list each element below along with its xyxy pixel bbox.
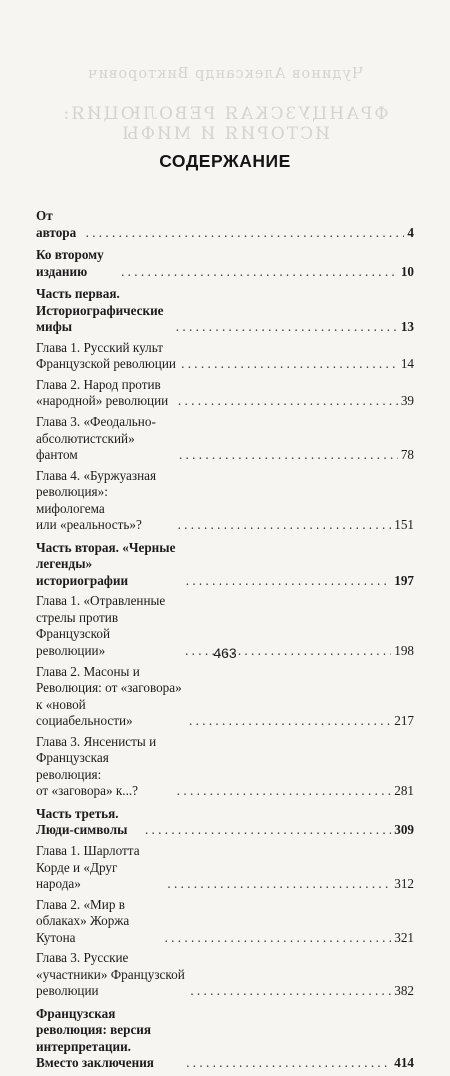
toc-entry-title: Глава 1. «Отравленные стрелы против Французской революции» (36, 593, 166, 658)
toc-entry-title: Часть вторая. «Черные легенды» историографии (36, 539, 176, 588)
toc-entry (36, 286, 414, 336)
toc-leader-dots (179, 447, 398, 464)
toc-entry-title: Глава 3. «Феодально-абсолютистский» фантом (36, 414, 156, 463)
toc-entry (36, 468, 414, 534)
toc-entry (36, 340, 414, 373)
toc-entry-title: Глава 1. Шарлотта Корде и «Друг народа» (36, 843, 140, 891)
toc-entry-page: 39 (400, 393, 414, 409)
toc-entry-page: 4 (407, 224, 414, 240)
toc-entry (36, 950, 414, 1000)
toc-leader-dots (145, 822, 391, 839)
bleed-through-title-line2: ИСТОРИЯ И МИФЫ (120, 124, 330, 144)
toc-entry-page: 78 (400, 447, 414, 463)
toc-entry-page: 197 (394, 572, 414, 588)
toc-entry-title: Глава 2. Народ против «народной» революции (36, 376, 169, 409)
toc-entry-page: 10 (400, 263, 414, 279)
toc-entry-title: Глава 1. Русский культ Французской революции (36, 339, 176, 372)
table-of-contents (36, 208, 414, 1076)
toc-entry-title: Глава 3. Русские «участники» Французской революции (36, 950, 185, 999)
toc-leader-dots (189, 713, 391, 730)
toc-entry-page: 198 (394, 642, 414, 658)
bleed-through-title-line1: ФРАНЦУЗСКАЯ РЕВОЛЮЦИЯ: (61, 104, 389, 124)
toc-entry (36, 843, 414, 893)
page-title: СОДЕРЖАНИЕ (159, 151, 291, 171)
toc-entry (36, 664, 414, 730)
toc-entry-title: Глава 2. Масоны и Революция: от «заговора» к «новой социабельности» (36, 663, 182, 729)
toc-entry-page: 321 (394, 929, 414, 945)
toc-leader-dots (121, 264, 398, 281)
toc-entry-title: Часть первая. Историографические мифы (36, 286, 164, 334)
toc-entry-page: 13 (400, 319, 414, 334)
toc-entry (36, 1006, 414, 1072)
toc-entry (36, 208, 414, 241)
toc-leader-dots (190, 983, 391, 1000)
toc-entry-page: 281 (394, 783, 414, 799)
toc-entry-title: Часть третья. Люди-символы (36, 805, 128, 838)
toc-leader-dots (176, 319, 398, 336)
toc-entry-page: 382 (394, 983, 414, 999)
toc-entry-title: Французская революция: версия интерпретации. Вместо заключения (36, 1005, 154, 1071)
toc-entry-title: Глава 4. «Буржуазная революция»: мифологема или «реальность»? (36, 467, 157, 533)
toc-entry (36, 734, 414, 800)
toc-entry-page: 151 (394, 517, 414, 533)
toc-leader-dots (186, 573, 392, 590)
toc-leader-dots (167, 876, 391, 893)
toc-entry (36, 806, 414, 839)
toc-entry-page: 312 (394, 876, 414, 891)
toc-entry (36, 897, 414, 947)
page-number: 463 (213, 645, 237, 661)
toc-entry (36, 247, 414, 280)
toc-leader-dots (165, 930, 392, 947)
toc-entry (36, 414, 414, 464)
toc-entry-page: 309 (394, 822, 414, 838)
toc-leader-dots (178, 393, 398, 410)
toc-leader-dots (178, 517, 392, 534)
toc-entry-title: От автора (36, 208, 77, 240)
toc-leader-dots (186, 1055, 391, 1072)
toc-entry (36, 540, 414, 590)
toc-entry-title: Глава 3. Янсенисты и Французская революция: от «заговора» к...? (36, 733, 157, 799)
bleed-through-author: Чудинов Александр Викторович (86, 66, 364, 82)
toc-entry-page: 414 (394, 1055, 414, 1071)
toc-entry-title: Ко второму изданию (36, 247, 104, 279)
toc-leader-dots (86, 225, 405, 242)
toc-leader-dots (177, 783, 391, 800)
toc-leader-dots (181, 356, 398, 373)
toc-entry-title: Глава 2. «Мир в облаках» Жоржа Кутона (36, 896, 130, 945)
toc-entry-page: 217 (394, 713, 414, 729)
toc-entry-page: 14 (400, 356, 414, 372)
toc-entry (36, 377, 414, 410)
